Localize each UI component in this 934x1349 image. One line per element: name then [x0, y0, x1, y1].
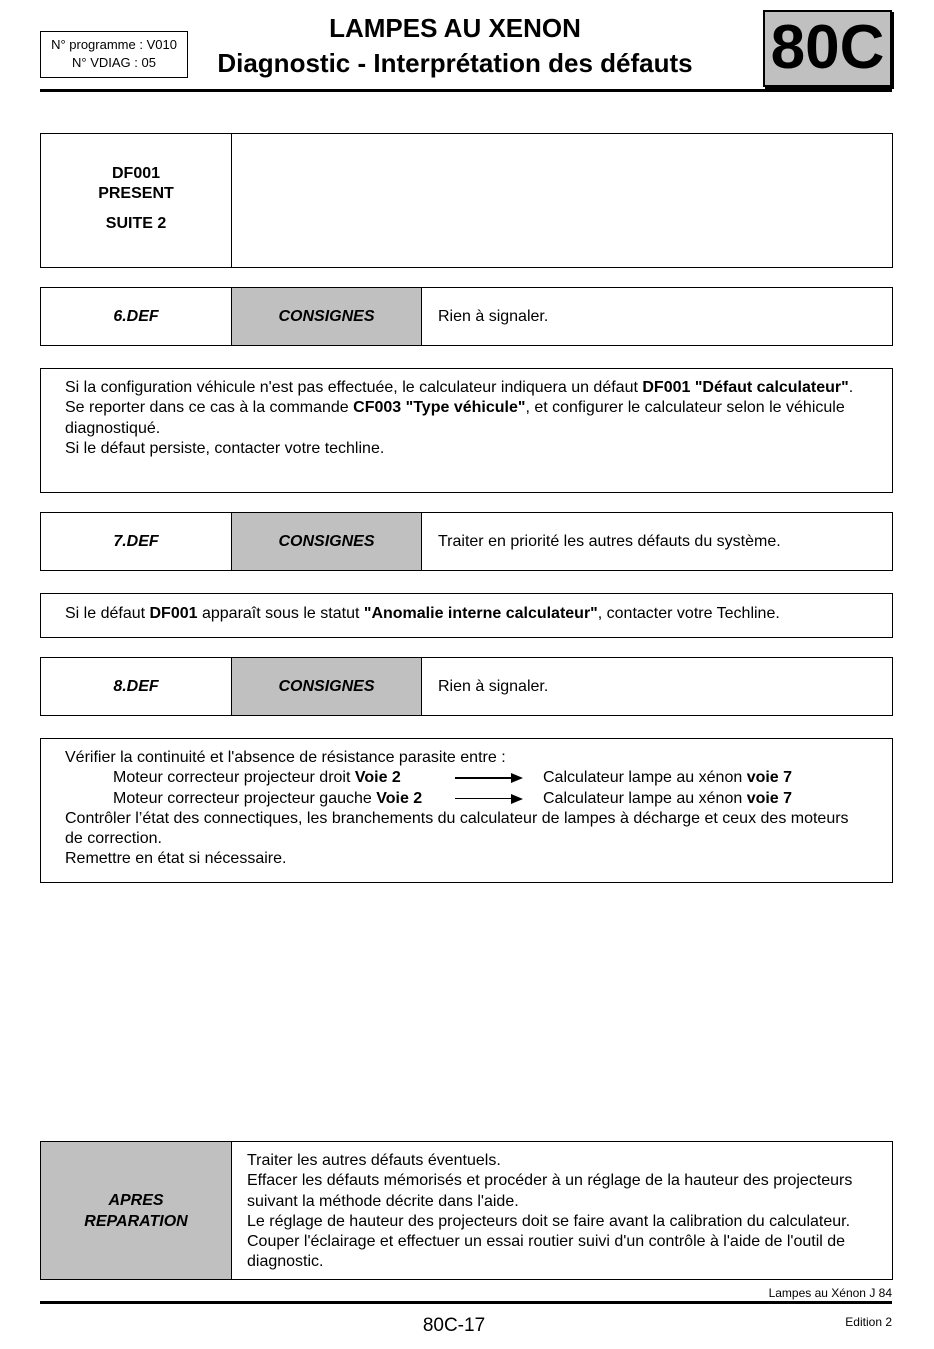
def6-l1-end: . — [848, 379, 854, 396]
program-info-box — [40, 31, 188, 78]
def7-row — [40, 512, 893, 571]
def8-instructions — [40, 738, 893, 883]
def8-label: 8.DEF — [41, 658, 232, 715]
def8-check: Contrôler l’état des connectiques, les branchements du calculateur de lampes à décharge et ceux des moteurs de correction. — [65, 809, 849, 848]
footer-rule — [40, 1301, 892, 1304]
program-number: N° programme : V010 — [51, 37, 177, 52]
after-repair-instructions — [232, 1142, 892, 1279]
section-code-badge: 80C — [763, 10, 892, 87]
def8-connection-row-2 — [65, 789, 868, 809]
def7-text-a: Si le défaut — [65, 605, 150, 622]
def8-row — [40, 657, 893, 716]
def6-label: 6.DEF — [41, 288, 232, 345]
def6-consignes: CONSIGNES — [232, 288, 422, 345]
after-repair-line-1: Traiter les autres défauts éventuels. — [247, 1152, 501, 1169]
def6-l2-text: Se reporter dans ce cas à la commande — [65, 399, 354, 417]
def8-row1-left: Moteur correcteur projecteur droit — [113, 769, 355, 787]
page-number: 80C-17 — [422, 1315, 486, 1336]
def8-row2-left: Moteur correcteur projecteur gauche — [113, 789, 377, 807]
after-repair-label-1: APRES — [108, 1191, 164, 1209]
title-line-2: Diagnostic - Interprétation des défauts — [217, 48, 693, 78]
def8-row2-right-pin: voie 7 — [746, 789, 793, 807]
fault-id-cell — [41, 134, 232, 267]
def8-row2-right: Calculateur lampe au xénon — [543, 789, 747, 807]
def8-row2-left-pin: Voie 2 — [376, 789, 423, 807]
def6-l1-fault-ref: DF001 "Défaut calculateur" — [642, 379, 849, 396]
def6-l2-command-ref: CF003 "Type véhicule" — [353, 399, 526, 417]
def7-consignes: CONSIGNES — [232, 513, 422, 570]
def6-line-3: Si le défaut persiste, contacter votre techline. — [65, 439, 385, 457]
def8-consignes: CONSIGNES — [232, 658, 422, 715]
def6-row — [40, 287, 893, 346]
def6-l1-text: Si la configuration véhicule n'est pas effectuée, le calculateur indiquera un défaut — [65, 379, 643, 396]
arrow-right-icon — [455, 794, 523, 804]
def8-row1-right: Calculateur lampe au xénon — [543, 769, 747, 787]
def6-l2-end: , et configurer le calculateur selon le véhicule diagnostiqué. — [65, 399, 845, 437]
def7-note: Traiter en priorité les autres défauts du système. — [438, 532, 781, 550]
def8-connection-row-1 — [65, 768, 868, 788]
def7-text-c: apparaît sous le statut — [197, 605, 364, 622]
after-repair-line-2: Effacer les défauts mémorisés et procéder à un réglage de la hauteur des projecteurs suivant la méthode décrite dans l'aide. — [247, 1172, 853, 1210]
def8-row1-right-pin: voie 7 — [746, 769, 793, 787]
after-repair-line-3: Le réglage de hauteur des projecteurs doit se faire avant la calibration du calculateur. — [247, 1212, 851, 1230]
after-repair-block — [40, 1141, 893, 1280]
arrow-right-icon — [455, 773, 523, 783]
def7-instructions — [40, 593, 893, 638]
def6-line-2 — [65, 398, 868, 439]
def6-instructions — [40, 368, 893, 493]
fault-empty-cell — [232, 134, 892, 267]
after-repair-label-2: REPARATION — [84, 1212, 188, 1230]
fault-suite: SUITE 2 — [105, 215, 167, 232]
fault-block — [40, 133, 893, 268]
def8-repair: Remettre en état si nécessaire. — [65, 850, 287, 868]
title-line-1: LAMPES AU XENON — [329, 13, 581, 43]
def7-text-e: , contacter votre Techline. — [597, 605, 780, 622]
def8-note: Rien à signaler. — [438, 677, 549, 695]
fault-status: PRESENT — [98, 185, 174, 202]
edition-label: Edition 2 — [845, 1315, 892, 1329]
def6-note: Rien à signaler. — [438, 307, 549, 325]
def7-fault-ref: DF001 — [149, 605, 198, 622]
def7-status-ref: "Anomalie interne calculateur" — [363, 605, 598, 622]
page-title — [200, 12, 710, 82]
vdiag-number: N° VDIAG : 05 — [72, 55, 156, 70]
def8-row1-left-pin: Voie 2 — [354, 769, 401, 787]
after-repair-label — [41, 1142, 232, 1279]
def7-label: 7.DEF — [41, 513, 232, 570]
fault-code: DF001 — [111, 165, 161, 182]
def6-line-1 — [65, 378, 868, 398]
def8-intro: Vérifier la continuité et l'absence de résistance parasite entre : — [65, 749, 506, 766]
document-reference: Lampes au Xénon J 84 — [768, 1286, 892, 1300]
after-repair-line-4: Couper l'éclairage et effectuer un essai routier suivi d'un contrôle à l'aide de l'outil de diagnostic. — [247, 1233, 846, 1271]
def7-line — [65, 604, 868, 624]
header-rule — [40, 89, 892, 92]
